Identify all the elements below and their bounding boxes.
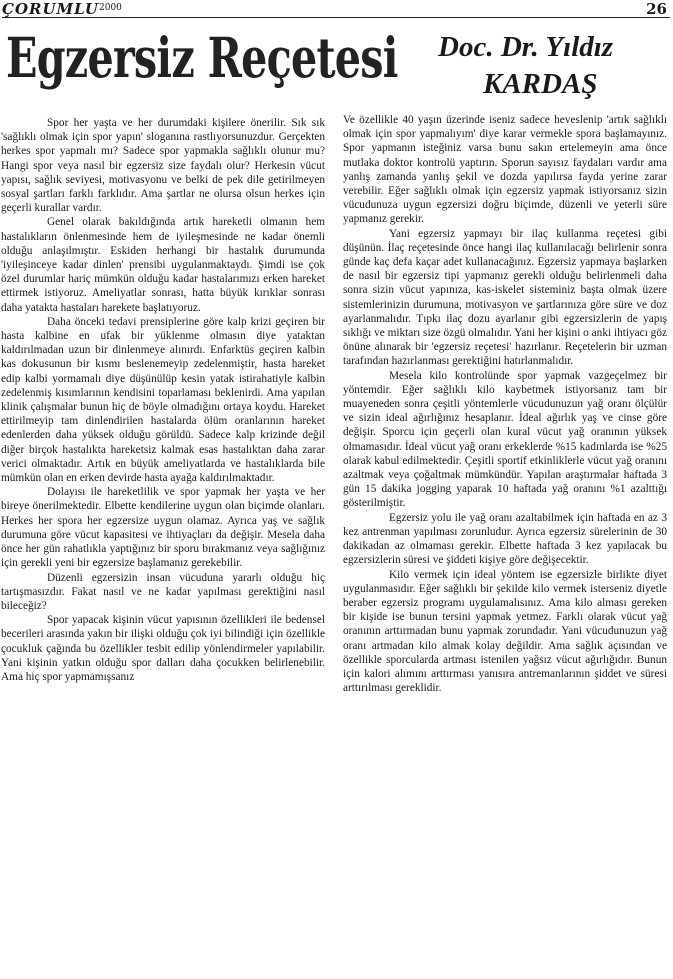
magazine-name: ÇORUMLU [2,0,99,18]
article-title: Egzersiz Reçetesi [6,25,398,90]
paragraph: Spor her yaşta ve her durumdaki kişilere önerilir. Sık sık 'sağlıklı olmak için spor yapın' sloganına rastlıyorsunuzdur. Gerçekten herkes spor yapmalı mı? Sadece spor yapmakla sağlıklı olunur mu? Hangi spor veya nasıl bir egzersiz size faydalı olur? Herkesin vücut yapısı, sağlık seviyesi, motivasyonu ve belki de pek dile getirilmeyen sosyal şartları farklı farklıdır. Ama şartlar ne olursa olsun herkes için geçerli kurallar vardır. [1,117,325,215]
issue-year: 2000 [99,3,122,13]
article-column-left [1,116,325,684]
paragraph: Yani egzersiz yapmayı bir ilaç kullanma reçetesi gibi düşünün. İlaç reçetesinde önce hangi ilaç kullanılacağı belirlenir sonra günde kaç defa kaçar adet kullanacağınız. Egzersiz yapmaya başlarken de nasıl bir egzersiz tipi yapmanız gerekli olduğu belirlenmeli daha sonra sizin vücut yapınıza, kas-iskelet sisteminiz başta olmak üzere sistemlerinizin durumuna, motivasyon ve şartlarınıza göre süre ve doz ayarlanmalıdır. Tıpkı ilaç dozu ayarlanır gibi egzersizlerin de yapış sıklığı ve miktarı size özgü olmalıdır. Yani her kişini o anki ihtiyacı göz önüne alınarak bir 'egzersiz reçetesi' hazırlanır. Reçetelerin bir uzman tarafından hazırlanması gerektiğini hatırlanmalıdır. [343,227,667,368]
paragraph: Spor yapacak kişinin vücut yapısının özellikleri ile bedensel becerileri arasında yakın bir ilişki olduğu çok iyi bilindiği için özellikle çocukluk çağında bu özellikler tesbit edilip yönlendirmeler yapılabilir. Yani kişinin yatkın olduğu spor dalları daha çocukken belirlenebilir. Ama hiç spor yapmamışsanız [1,614,325,683]
author-name-line2: KARDAŞ [483,68,598,100]
article-column-right [343,113,667,695]
paragraph: Daha önceki tedavi prensiplerine göre kalp krizi geçiren bir hasta kalbine en ufak bir yüklenme olmasın diye yataktan kaldırılmadan uzun bir dinlenmeye alınırdı. Enfarktüs geçiren kalbin kas dokusunun bir kısmı beslenemeyip zedelenmiştir, hasta hareket edip kalbi yormamalı diye düşünülüp kesin yatak istirahatiyle kalbin zedelenmiş kısımlarının kendisini toparlaması beklenirdi. Ama yapılan klinik çalışmalar bunun hiç de böyle olmadığını ortaya koydu. Hareket ettirilmeyip tam dinlendirilen hastalarda ölüm oranlarının hareket edenlerden daha yüksek olduğu görüldü. Sadece kalp krizinde değil diğer birçok hastalıkta hareketsiz kalmak esas hastalıktan daha zarar verici olmaktadır. Artık en büyük ameliyatlarda ve hastalıklarda bile mümkün olan en erken devirde hasta ayağa kaldırılmaktadır. [1,315,325,485]
paragraph: Mesela kilo kontrolünde spor yapmak vazgeçelmez bir yöntemdir. Eğer sağlıklı kilo kaybetmek istiyorsanız tam bir muayeneden sonra çeşitli yöntemlerle vücudunuzun yağ oranı ölçülür ve sizin ideal ağırlığınız hesaplanır. İdeal ağırlık yaş ve cinse göre değişir. Sporcu için geçerli olan kural vücut yağ oranının yüksek olmamasıdır. İdeal vücut yağ oranı erkeklerde %15 kadınlarda ise %25 olarak kabul edilmektedir. Çeşitli sportif etkinliklerle vücut yağ oranını azaltmak veya çoğaltmak mümkündür. Yapılan araştırmalar haftada 3 gün 15 dakika jogging yaparak 10 haftada yağ oranını %1 azalttığı gösterilmiştir. [343,369,667,510]
paragraph: Kilo vermek için ideal yöntem ise egzersizle birlikte diyet uygulanmasıdır. Eğer sağlıklı bir şekilde kilo vermek isterseniz diyetle beraber egzersiz programı uygulamalısınız. Ama kilo alması gereken bir kişide ise bunun tersini yapmak yetmez. Farklı olarak vücut yağ oranının arttırmadan bunu yapmak zorundadır. Yani vücudunuzun yağ oranı artmadan kilo almak kolay değildir. Ama sağlık açısından ve özellikle sporcularda artması istenilen yağsız vücut ağırlığıdır. Bunun için kalori alımını arttırması yanısıra antremanlarının şiddet ve süresi arttırılması gereklidir. [343,568,667,695]
paragraph: Egzersiz yolu ile yağ oranı azaltabilmek için haftada en az 3 kez antrenman yapılması zorunludur. Ayrıca egzersiz sürelerinin de 30 dakikadan az olmaması gerekir. Elbette haftada 3 kez yapılacak bu egzersizlerin süresi ve şiddeti kişiye göre değişecektir. [343,511,667,567]
paragraph: Dolayısı ile hareketlilik ve spor yapmak her yaşta ve her bireye önerilmektedir. Elbette kendilerine uygun olan biçimde olanları. Herkes her spora her egzersize uygun olamaz. Ayrıca yaş ve sağlık durumuna göre vücut kapasitesi ve ihtiyaçları da değişir. Mesela daha önce her gün rahatlıkla yaptığınız bir sporu bırakmanız veya sağlığınız için gerekli yeni bir egzersize başlamanız gerekebilir. [1,486,325,570]
paragraph: Genel olarak bakıldığında artık hareketli olmanın hem hastalıkların önlenmesinde hem de iyileşmesinde ne kadar önemli olduğu anlaşılmıştır. Eskiden herhangi bir hastalık durumunda 'iyileşinceye kadar dinlen' prensibi uygulanmaktaydı. Şimdi ise çok özel durumlar hariç mümkün olduğu kadar hastalarımızı erken hareket ettirmek istiyoruz. Ameliyatlar sonrası, hatta büyük kırıklar sonrası daha yatakta hastaları harekete başlatıyoruz. [1,216,325,314]
paragraph: Ve özellikle 40 yaşın üzerinde iseniz sadece heveslenip 'artık sağlıklı olmak için spor yapmalıyım' diye karar vermekle spora başlamayınız. Spor yapmanın isteğiniz varsa bunu sakın ertelemeyin ama önce mutlaka doktor kontrolü yaptırın. Sporun sayısız faydaları vardır ama yanlış zamanda yanlış şekil ve dozda yapılırsa fayda yerine zarar verebilir. Eğer sağlıklı olmak için egzersiz yapmak istiyorsanız sizin vücudunuza uygun egzersizi doğru biçimde, düzenli ve yeterli süre yapmanız gerekir. [343,114,667,226]
page-number: 26 [646,0,667,18]
author-name-line1: Doc. Dr. Yıldız [438,31,614,63]
paragraph: Düzenli egzersizin insan vücuduna yararlı olduğu hiç tartışmasızdır. Fakat nasıl ve ne kadar yapılması gerektiğini nasıl bileceğiz? [1,571,325,612]
running-header [0,0,673,18]
